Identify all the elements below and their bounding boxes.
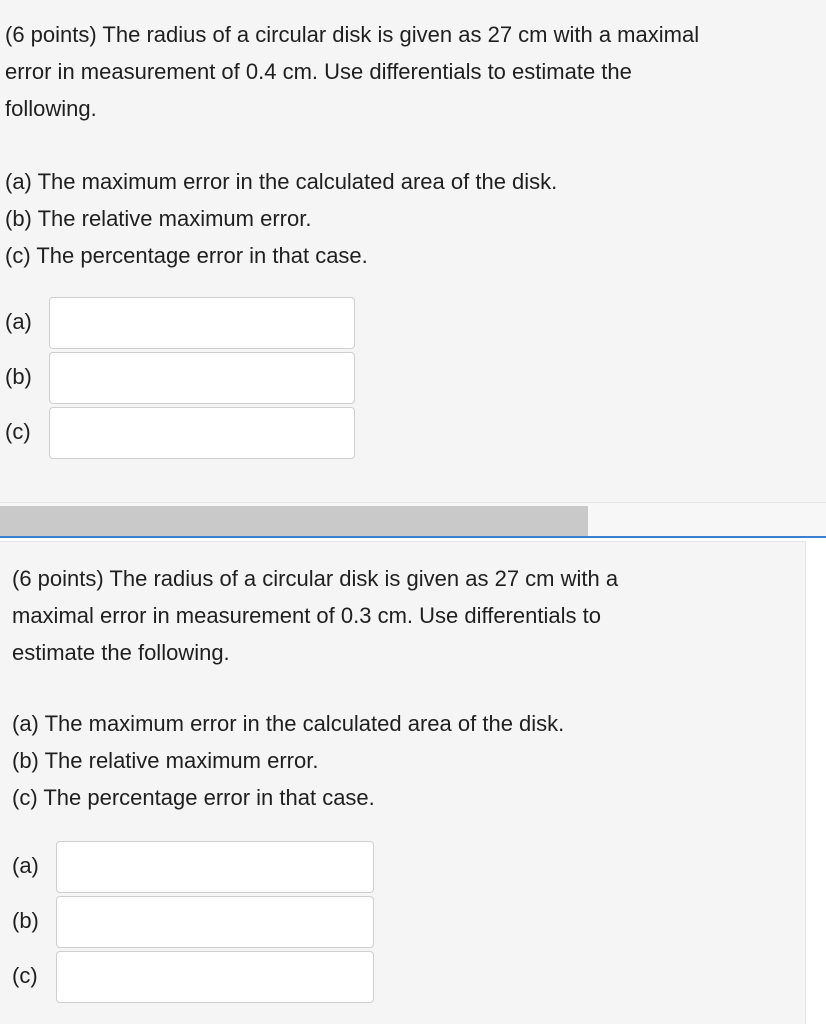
horizontal-scrollbar[interactable] [0,503,826,536]
question-1-answer-input-c[interactable] [49,407,355,459]
question-2-parts [12,705,564,816]
question-2-answer-input-b[interactable] [56,896,374,948]
question-1-part-a: (a) The maximum error in the calculated area of the disk. [5,169,558,194]
question-1-answer-row-c [5,407,365,459]
question-2-answer-row-c [12,951,382,1003]
question-2-prompt-line-3: estimate the following. [12,640,230,665]
question-1-panel [0,0,826,503]
question-1-prompt [5,16,699,127]
question-1-answer-row-b [5,352,365,404]
answer-label-a: (a) [5,309,32,334]
question-1-part-b: (b) The relative maximum error. [5,206,312,231]
question-1-prompt-line-3: following. [5,96,97,121]
question-1-parts [5,163,557,274]
question-1-prompt-line-2: error in measurement of 0.4 cm. Use differentials to estimate the [5,59,632,84]
answer-label-b: (b) [5,364,32,389]
question-2-answer-input-a[interactable] [56,841,374,893]
question-2-part-b: (b) The relative maximum error. [12,748,319,773]
question-2-part-a: (a) The maximum error in the calculated area of the disk. [12,711,565,736]
question-1-answer-input-a[interactable] [49,297,355,349]
question-2-prompt [12,560,618,671]
question-1-answer-row-a [5,297,365,349]
question-2-panel [0,541,806,1024]
question-2-part-c: (c) The percentage error in that case. [12,785,375,810]
question-1-prompt-line-1: (6 points) The radius of a circular disk is given as 27 cm with a maximal [5,22,700,47]
answer-label-a: (a) [12,853,39,878]
question-1-answer-input-b[interactable] [49,352,355,404]
question-2-prompt-line-2: maximal error in measurement of 0.3 cm. Use differentials to [12,603,601,628]
question-2-answer-row-b [12,896,382,948]
scrollbar-thumb[interactable] [0,506,588,536]
question-2-prompt-line-1: (6 points) The radius of a circular disk is given as 27 cm with a [12,566,619,591]
answer-label-b: (b) [12,908,39,933]
section-divider [0,536,826,538]
answer-label-c: (c) [12,963,38,988]
question-2-answer-input-c[interactable] [56,951,374,1003]
question-2-answer-row-a [12,841,382,893]
question-1-part-c: (c) The percentage error in that case. [5,243,368,268]
answer-label-c: (c) [5,419,31,444]
